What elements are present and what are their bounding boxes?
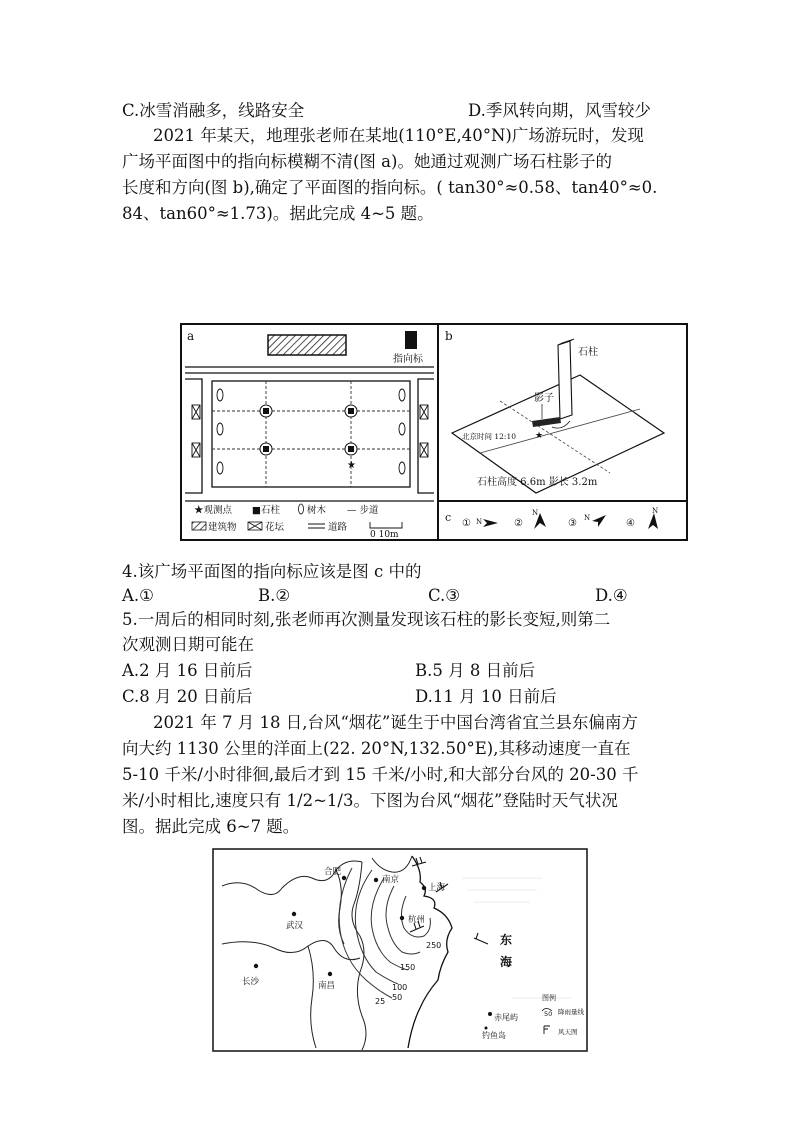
svg-text:■石柱: ■石柱	[252, 505, 280, 516]
island-diaoyu: 钓鱼岛	[482, 1031, 506, 1040]
svg-text:树木: 树木	[307, 505, 327, 516]
city-changsha: 长沙	[242, 977, 260, 987]
svg-text:250: 250	[426, 941, 442, 950]
q5-option-a: A.2 月 16 日前后	[122, 661, 253, 680]
svg-text:N: N	[532, 509, 539, 517]
intro2-line1: 2021 年 7 月 18 日,台风“烟花”诞生于中国台湾省宜兰县东偏南方	[153, 713, 638, 732]
q5-option-b: B.5 月 8 日前后	[415, 661, 536, 680]
option-1-number: ①	[462, 518, 471, 529]
q4-option-c: C.③	[428, 586, 461, 605]
svg-text:花坛: 花坛	[265, 522, 285, 533]
svg-text:图例: 图例	[542, 994, 556, 1002]
intro2-line3: 5-10 千米/小时徘徊,最后才到 15 千米/小时,和大部分台风的 20-30 千	[122, 765, 639, 784]
q5-stem-line2: 次观测日期可能在	[122, 635, 254, 654]
intro2-line2: 向大约 1130 公里的洋面上(22. 20°N,132.50°E),其移动速度一直在	[122, 739, 631, 758]
city-nanchang: 南昌	[318, 981, 336, 991]
pillar-label: 石柱	[578, 347, 598, 358]
q4-option-a: A.①	[122, 586, 154, 605]
intro1-line3: 长度和方向(图 b),确定了平面图的指向标。( tan30°≈0.58、tan40°≈0.	[122, 178, 658, 197]
sea-label-dong: 东	[500, 933, 513, 947]
city-hefei: 合肥	[324, 867, 342, 877]
svg-text:25: 25	[375, 997, 386, 1006]
compass-blurred-icon	[405, 331, 417, 349]
intro1-line2: 广场平面图中的指向标模糊不清(图 a)。她通过观测广场石柱影子的	[122, 152, 612, 171]
svg-text:★观测点: ★观测点	[194, 505, 233, 516]
svg-text:N: N	[584, 514, 591, 522]
sea-label-hai: 海	[500, 955, 513, 969]
city-nanjing: 南京	[382, 875, 400, 885]
city-shanghai: 上海	[428, 883, 446, 893]
q5-option-d: D.11 月 10 日前后	[415, 687, 557, 706]
svg-text:50: 50	[544, 1010, 553, 1018]
svg-text:0 10m: 0 10m	[370, 530, 399, 540]
building-shape	[268, 335, 346, 355]
city-wuhan: 武汉	[286, 921, 304, 931]
q5-stem-line1: 5.一周后的相同时刻,张老师再次测量发现该石柱的影长变短,则第二	[122, 610, 611, 629]
panel-c-label: c	[445, 511, 452, 524]
svg-text:风天图: 风天图	[558, 1028, 578, 1036]
svg-text:100: 100	[392, 983, 408, 992]
figure-2-typhoon-map	[212, 848, 588, 1052]
stone-pillar	[558, 341, 572, 419]
island-chiwei: 赤尾屿	[494, 1013, 518, 1022]
pillar-caption: 石柱高度 6.6m 影长 3.2m	[477, 477, 598, 488]
q4-option-d: D.④	[595, 586, 628, 605]
option-3-number: ③	[568, 518, 577, 529]
q3-option-d: D.季风转向期，风雪较少	[468, 101, 651, 120]
option-4-number: ④	[626, 518, 635, 529]
svg-text:道路: 道路	[328, 522, 348, 533]
compass-caption: 指向标	[393, 354, 423, 365]
intro1-line4: 84、tan60°≈1.73)。据此完成 4~5 题。	[122, 204, 434, 223]
intro2-line5: 图。据此完成 6~7 题。	[122, 817, 300, 836]
svg-text:50: 50	[392, 993, 403, 1002]
panel-a-label: a	[187, 329, 195, 343]
intro1-line1: 2021 年某天，地理张老师在某地(110°E,40°N)广场游玩时，发现	[153, 126, 644, 145]
figure-1	[180, 323, 688, 541]
svg-text:N: N	[476, 518, 483, 526]
intro2-line4: 米/小时相比,速度只有 1/2~1/3。下图为台风“烟花”登陆时天气状况	[122, 791, 618, 810]
q3-option-c: C.冰雪消融多，线路安全	[122, 101, 305, 120]
observation-point-star: ★	[347, 460, 356, 471]
q5-option-c: C.8 月 20 日前后	[122, 687, 253, 706]
svg-text:150: 150	[400, 963, 416, 972]
svg-text:建筑物: 建筑物	[208, 522, 237, 533]
svg-text:N: N	[652, 507, 659, 515]
square-outline	[212, 381, 410, 487]
panel-b-label: b	[445, 329, 453, 343]
option-2-number: ②	[514, 518, 523, 529]
svg-text:— 步道: — 步道	[347, 505, 379, 516]
shadow-label: 影子	[534, 393, 554, 404]
time-label: 北京时间 12:10	[462, 432, 516, 441]
city-hangzhou: 杭州	[408, 915, 426, 925]
q4-option-b: B.②	[258, 586, 291, 605]
observer-star: ★	[535, 431, 544, 441]
svg-text:降雨量线: 降雨量线	[558, 1008, 584, 1016]
q4-stem: 4.该广场平面图的指向标应该是图 c 中的	[122, 562, 422, 581]
